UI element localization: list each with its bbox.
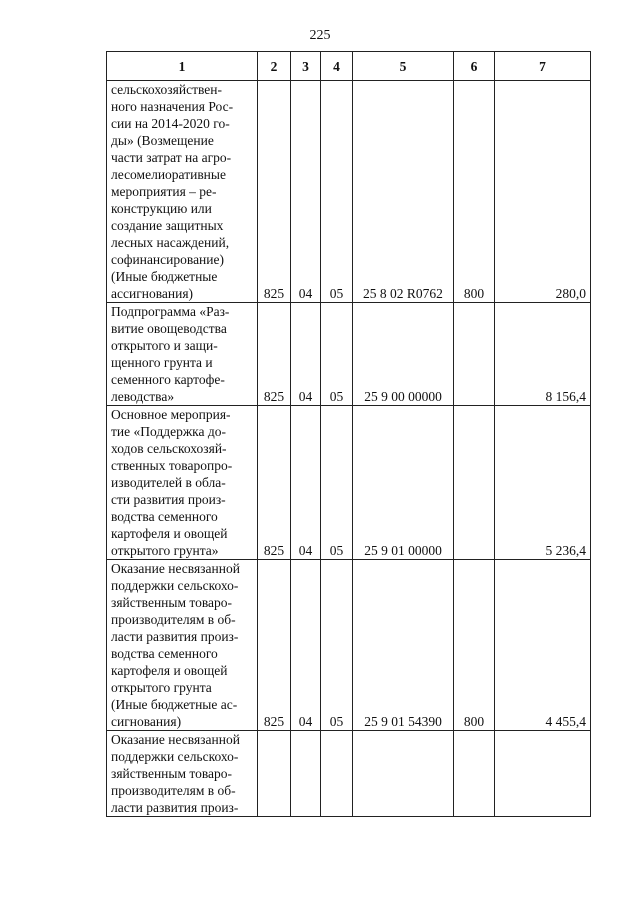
page-number: 225 [309, 28, 331, 43]
row-name-cell [107, 406, 258, 560]
row-name-line: семенного картофе- [111, 372, 225, 387]
kbk-subsection-cell: 05 [321, 406, 353, 560]
kbk-section-cell: 04 [291, 406, 321, 560]
header-col-1: 1 [107, 52, 258, 81]
row-name-line: сти развития произ- [111, 492, 226, 507]
header-col-4: 4 [321, 52, 353, 81]
row-name-line: открытого грунта» [111, 543, 219, 558]
kbk-ministry-cell: 825 [258, 406, 291, 560]
row-name-line: ласти развития произ- [111, 629, 239, 644]
kbk-subsection-cell: 05 [321, 560, 353, 731]
amount-cell: 5 236,4 [495, 406, 591, 560]
row-name-line: щенного грунта и [111, 355, 213, 370]
row-name-line: водства семенного [111, 646, 218, 661]
row-name-line: леводства» [111, 389, 175, 404]
kbk-section-cell: 04 [291, 81, 321, 303]
kbk-subsection-cell: 05 [321, 81, 353, 303]
row-name-line: сигнования) [111, 714, 182, 729]
row-name-line: лесных насаждений, [111, 235, 230, 250]
header-col-2: 2 [258, 52, 291, 81]
kbk-subsection-cell [321, 731, 353, 817]
row-name-line: Оказание несвязанной [111, 732, 240, 747]
row-name-cell [107, 303, 258, 406]
header-row [107, 52, 591, 81]
kbk-ministry-cell: 825 [258, 303, 291, 406]
row-name-line: ственных товаропро- [111, 458, 233, 473]
row-name-line: водства семенного [111, 509, 218, 524]
header-col-7: 7 [495, 52, 591, 81]
row-name-line: картофеля и овощей [111, 663, 228, 678]
kbk-subsection-cell: 05 [321, 303, 353, 406]
row-name-line: производителям в об- [111, 612, 236, 627]
target-article-cell: 25 8 02 R0762 [353, 81, 454, 303]
row-name-line: ного назначения Рос- [111, 99, 234, 114]
row-name-line: лесомелиоративные [111, 167, 226, 182]
row-name-line: (Иные бюджетные ас- [111, 697, 238, 712]
row-name-line: сии на 2014-2020 го- [111, 116, 230, 131]
amount-cell: 4 455,4 [495, 560, 591, 731]
kbk-ministry-cell [258, 731, 291, 817]
target-article-cell: 25 9 01 00000 [353, 406, 454, 560]
row-name-line: открытого и защи- [111, 338, 218, 353]
row-name-line: открытого грунта [111, 680, 212, 695]
amount-cell: 8 156,4 [495, 303, 591, 406]
row-name-line: картофеля и овощей [111, 526, 228, 541]
expense-type-cell [454, 406, 495, 560]
budget-table [106, 51, 591, 817]
kbk-ministry-cell: 825 [258, 560, 291, 731]
row-name-line: конструкцию или [111, 201, 212, 216]
table-row [107, 303, 591, 406]
row-name-line: сельскохозяйствен- [111, 82, 222, 97]
expense-type-cell [454, 731, 495, 817]
amount-cell: 280,0 [495, 81, 591, 303]
row-name-line: ды» (Возмещение [111, 133, 214, 148]
row-name-cell [107, 560, 258, 731]
target-article-cell: 25 9 01 54390 [353, 560, 454, 731]
row-name-line: изводителей в обла- [111, 475, 226, 490]
row-name-cell [107, 731, 258, 817]
expense-type-cell: 800 [454, 560, 495, 731]
header-col-3: 3 [291, 52, 321, 81]
row-name-line: Основное мероприя- [111, 407, 231, 422]
row-name-line: производителям в об- [111, 783, 236, 798]
header-col-5: 5 [353, 52, 454, 81]
kbk-section-cell [291, 731, 321, 817]
row-name-line: ласти развития произ- [111, 800, 239, 815]
row-name-line: мероприятия – ре- [111, 184, 217, 199]
table-row [107, 731, 591, 817]
row-name-line: поддержки сельскохо- [111, 749, 239, 764]
table-row [107, 81, 591, 303]
row-name-line: зяйственным товаро- [111, 595, 233, 610]
table-row [107, 560, 591, 731]
row-name-line: зяйственным товаро- [111, 766, 233, 781]
row-name-line: Подпрограмма «Раз- [111, 304, 230, 319]
table-body [107, 81, 591, 817]
expense-type-cell: 800 [454, 81, 495, 303]
amount-cell [495, 731, 591, 817]
row-name-line: софинансирование) [111, 252, 224, 267]
row-name-line: ходов сельскохозяй- [111, 441, 227, 456]
kbk-section-cell: 04 [291, 560, 321, 731]
target-article-cell: 25 9 00 00000 [353, 303, 454, 406]
kbk-ministry-cell: 825 [258, 81, 291, 303]
row-name-line: части затрат на агро- [111, 150, 232, 165]
table-row [107, 406, 591, 560]
row-name-line: создание защитных [111, 218, 224, 233]
row-name-line: витие овощеводства [111, 321, 227, 336]
row-name-line: тие «Поддержка до- [111, 424, 226, 439]
row-name-line: (Иные бюджетные [111, 269, 218, 284]
row-name-line: ассигнования) [111, 286, 194, 301]
header-col-6: 6 [454, 52, 495, 81]
target-article-cell [353, 731, 454, 817]
row-name-cell [107, 81, 258, 303]
expense-type-cell [454, 303, 495, 406]
row-name-line: поддержки сельскохо- [111, 578, 239, 593]
kbk-section-cell: 04 [291, 303, 321, 406]
row-name-line: Оказание несвязанной [111, 561, 240, 576]
